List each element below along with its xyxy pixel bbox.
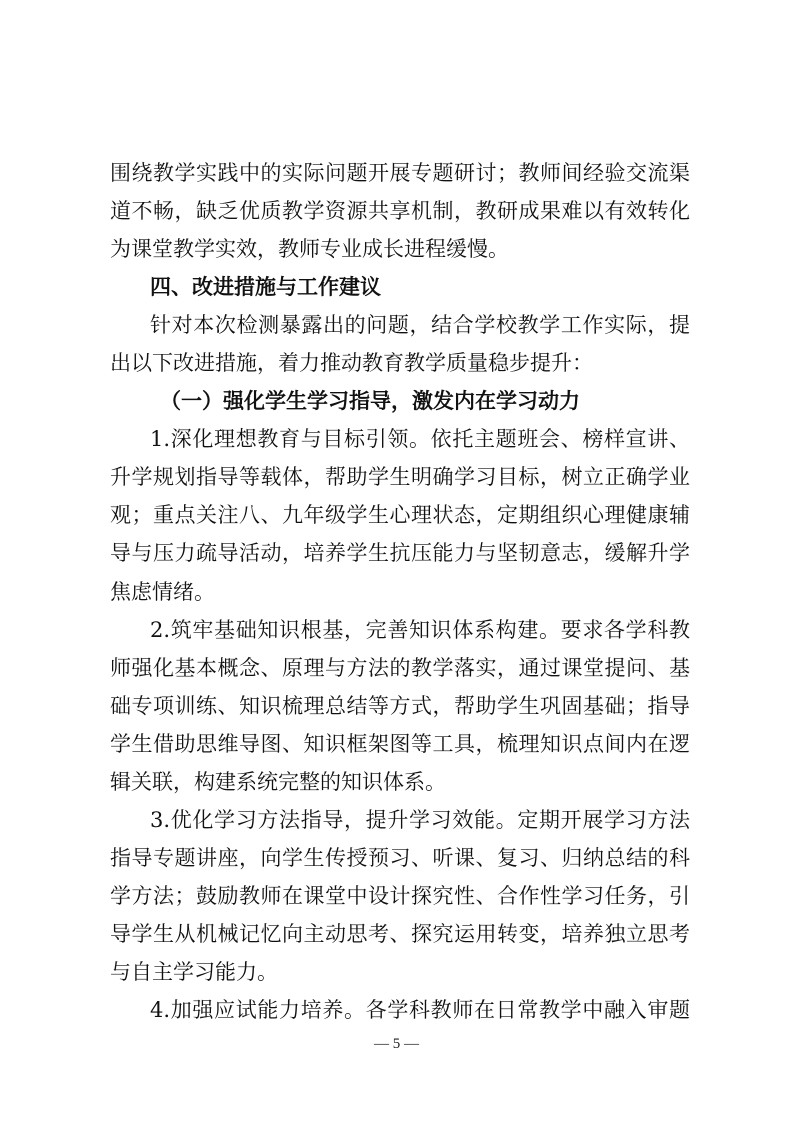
section-heading: 四、改进措施与工作建议 (150, 275, 381, 299)
paragraph-line: 3.优化学习方法指导，提升学习效能。定期开展学习方法 (150, 808, 690, 832)
paragraph-line: 2.筑牢基础知识根基，完善知识体系构建。要求各学科教 (150, 618, 690, 642)
paragraph-line: 指导专题讲座，向学生传授预习、听课、复习、归纳总结的科 (110, 846, 690, 870)
paragraph-line: 师强化基本概念、原理与方法的教学落实，通过课堂提问、基 (110, 656, 690, 680)
paragraph-line: 升学规划指导等载体，帮助学生明确学习目标，树立正确学业 (110, 465, 690, 489)
paragraph-line: 1.深化理想教育与目标引领。依托主题班会、榜样宣讲、 (150, 427, 690, 451)
paragraph-line: 导学生从机械记忆向主动思考、探究运用转变，培养独立思考 (110, 922, 690, 946)
paragraph-line: 4.加强应试能力培养。各学科教师在日常教学中融入审题 (150, 998, 690, 1022)
page-number: — 5 — (374, 1036, 419, 1052)
paragraph-line: 导与压力疏导活动，培养学生抗压能力与坚韧意志，缓解升学 (110, 541, 690, 565)
paragraph-line: 与自主学习能力。 (110, 960, 278, 984)
paragraph-line: 观；重点关注八、九年级学生心理状态，定期组织心理健康辅 (110, 503, 690, 527)
paragraph-line: 围绕教学实践中的实际问题开展专题研讨；教师间经验交流渠 (110, 161, 690, 185)
paragraph-line: 为课堂教学实效，教师专业成长进程缓慢。 (110, 237, 509, 261)
paragraph-line: 出以下改进措施，着力推动教育教学质量稳步提升： (110, 351, 593, 375)
paragraph-line: 辑关联，构建系统完整的知识体系。 (110, 770, 446, 794)
paragraph-line: 道不畅，缺乏优质教学资源共享机制，教研成果难以有效转化 (110, 199, 690, 223)
subsection-heading: （一）强化学生学习指导，激发内在学习动力 (160, 389, 580, 413)
paragraph-line: 针对本次检测暴露出的问题，结合学校教学工作实际，提 (150, 313, 690, 337)
paragraph-line: 学方法；鼓励教师在课堂中设计探究性、合作性学习任务，引 (110, 884, 690, 908)
paragraph-line: 焦虑情绪。 (110, 580, 215, 604)
paragraph-line: 础专项训练、知识梳理总结等方式，帮助学生巩固基础；指导 (110, 694, 690, 718)
paragraph-line: 学生借助思维导图、知识框架图等工具，梳理知识点间内在逻 (110, 732, 690, 756)
